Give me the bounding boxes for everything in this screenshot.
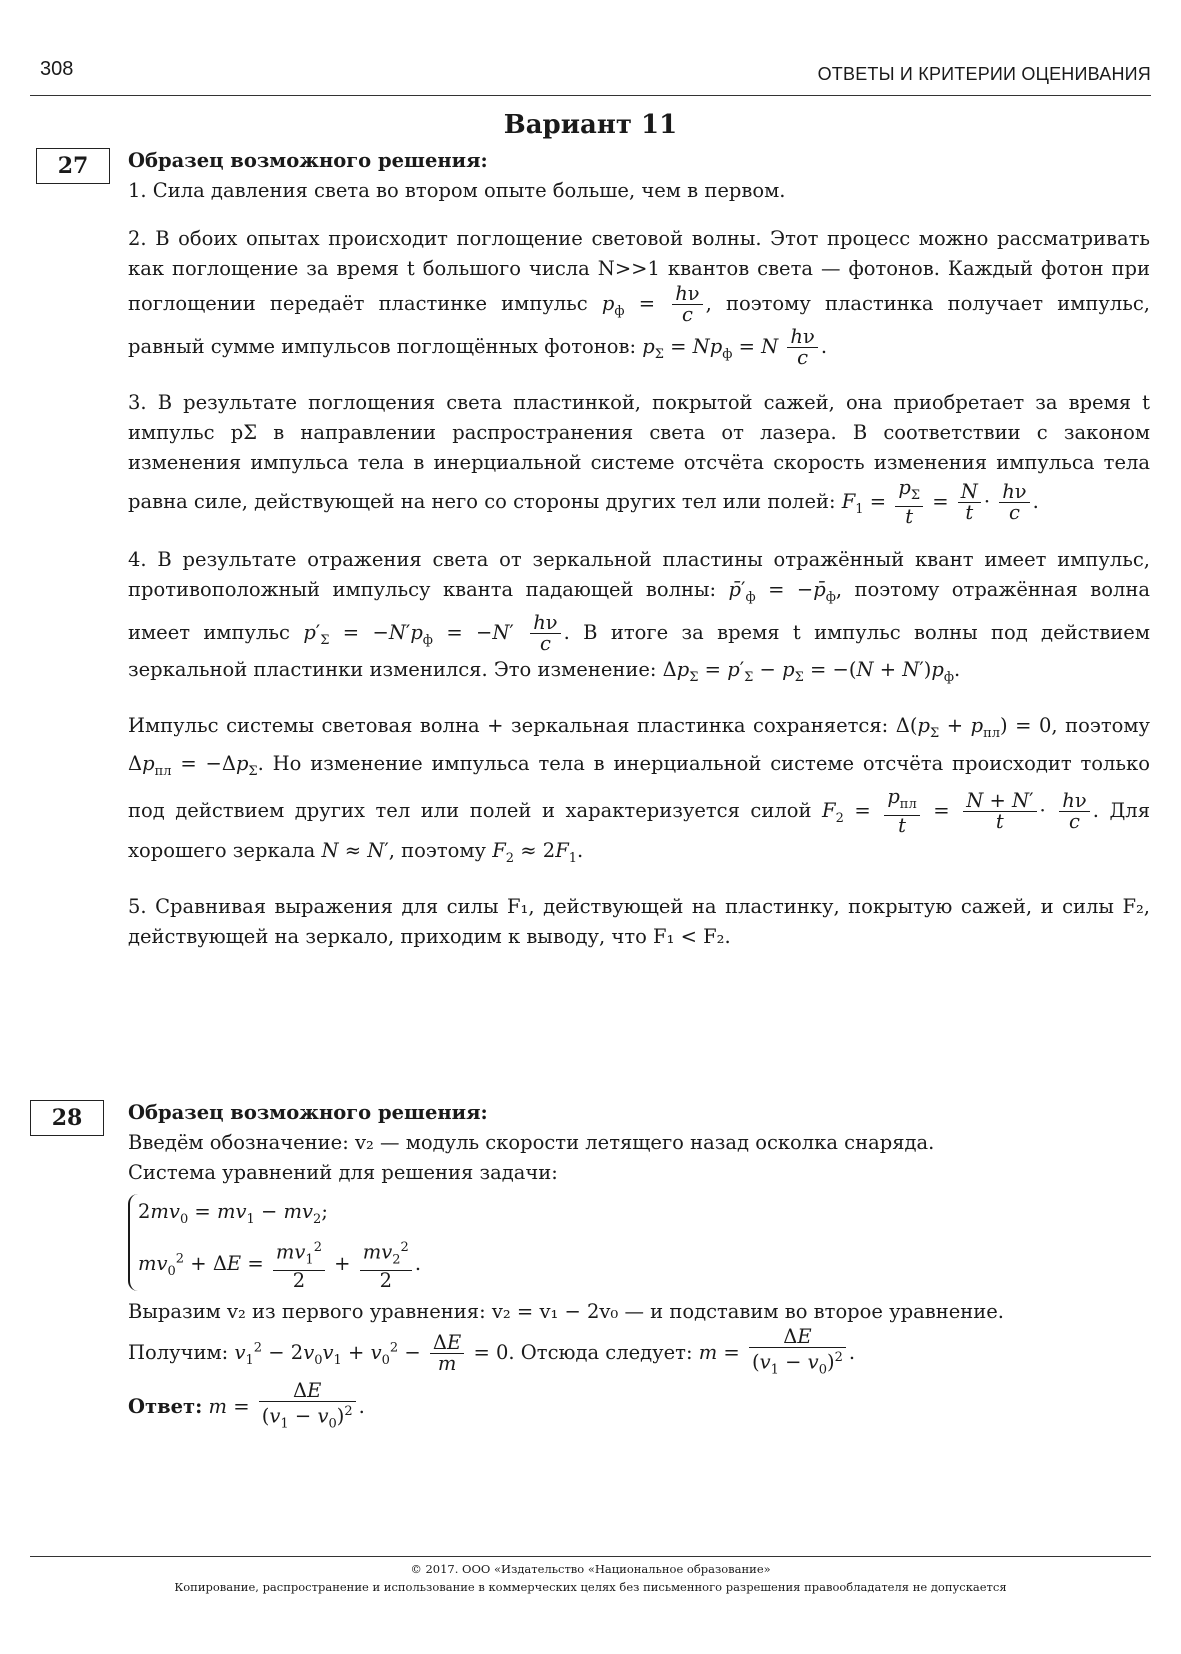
task-28-result: Получим: $v_1^2 - 2v_0v_1 + v_0^2$ − $\frac{\Delta E}{m}$ = 0. Отсюда следует: m = $\frac{\Delta E}{(v_1 - v_0)^2}$ .: [128, 1325, 856, 1378]
task-28-substitution: Выразим v₂ из первого уравнения: v₂ = v₁ − 2v₀ — и подставим во второе уравнение.: [128, 1300, 1004, 1324]
equation-system: $2mv_0 = mv_1 - mv_2$; $mv_0^2 + \Delta E$ = $\frac{mv_1^2}{2}$ + $\frac{mv_2^2}{2}$ .: [128, 1194, 421, 1291]
header-rule: [30, 95, 1151, 96]
task-27-step-2: 2. В обоих опытах происходит поглощение световой волны. Этот процесс можно рассматривать как поглощение за время t большого числа N>>1 квантов света — фотонов. Каждый фотон при поглощении передаёт пластинке импульс $p_ф$ = $\frac{h\nu}{c}$ , поэтому пластинка получает импульс, равный сумме импульсов поглощённых фотонов: $p_\Sigma = Np_ф = N$ $\frac{h\nu}{c}$ .: [128, 227, 1150, 369]
task-27-solution: [128, 146, 1150, 952]
task-28-heading: Образец возможного решения:: [128, 1101, 488, 1124]
task-28-answer: Ответ: m = $\frac{\Delta E}{(v_1 - v_0)^2}$ .: [128, 1378, 365, 1432]
task-27-step-4-conservation: Импульс системы световая волна + зеркальная пластинка сохраняется: $\Delta(p_\Sigma + p_{пл}) = 0$, поэтому $\Delta p_{пл} = -\Delta p_\Sigma$. Но изменение импульса тела в инерциальной системе отсчёта происходит только под действием других тел или полей и характеризуется силой $F_2$ = $\frac{p_{пл}}{t}$ = $\frac{N + N'}{t}$ · $\frac{h\nu}{c}$ . Для хорошего зеркала N ≈ N′, поэтому $F_2 \approx 2F_1$.: [128, 714, 1150, 866]
task-27-step-5: 5. Сравнивая выражения для силы F₁, действующей на пластинку, покрытую сажей, и силы F₂, действующей на зеркало, приходим к выводу, что F₁ < F₂.: [128, 894, 1150, 948]
task-number-27: 27: [36, 148, 110, 184]
page-number: 308: [40, 58, 74, 80]
task-28-system-intro: Система уравнений для решения задачи:: [128, 1161, 558, 1184]
task-27-step-1: 1. Сила давления света во втором опыте больше, чем в первом.: [128, 179, 786, 202]
task-27-step-4: 4. В результате отражения света от зеркальной пластины отражённый квант имеет импульс, противоположный импульсу кванта падающей волны: $p̄'_ф$ = $-p̄_ф$, поэтому отражённая волна имеет импульс $p'_\Sigma = -N'p_ф = -N'$ $\frac{h\nu}{c}$ . В итоге за время t импульс волны под действием зеркальной пластинки изменился. Это изменение: $\Delta p_\Sigma = p'_\Sigma - p_\Sigma = -(N + N')p_ф$.: [128, 547, 1150, 686]
variant-title: Вариант 11: [503, 110, 678, 140]
running-head: ОТВЕТЫ И КРИТЕРИИ ОЦЕНИВАНИЯ: [817, 64, 1151, 84]
task-28-solution: [128, 1098, 1150, 1434]
footer-copyright: © 2017. ООО «Издательство «Национальное образование»: [410, 1562, 771, 1576]
task-27-heading: Образец возможного решения:: [128, 149, 488, 172]
task-28-notation: Введём обозначение: v₂ — модуль скорости летящего назад осколка снаряда.: [128, 1131, 935, 1154]
task-number-28: 28: [30, 1100, 104, 1136]
task-27-step-3: 3. В результате поглощения света пластинкой, покрытой сажей, она приобретает за время t импульс pΣ в направлении распространения света от лазера. В соответствии с законом изменения импульса тела в инерциальной системе отсчёта скорость изменения импульса тела равна силе, действующей на него со стороны других тел или полей: $F_1$ = $\frac{p_\Sigma}{t}$ = $\frac{N}{t}$ · $\frac{h\nu}{c}$ .: [128, 390, 1150, 528]
footer-notice: Копирование, распространение и использование в коммерческих целях без письменного разрешения правообладателя не допускается: [174, 1580, 1007, 1594]
footer-rule: [30, 1556, 1151, 1557]
